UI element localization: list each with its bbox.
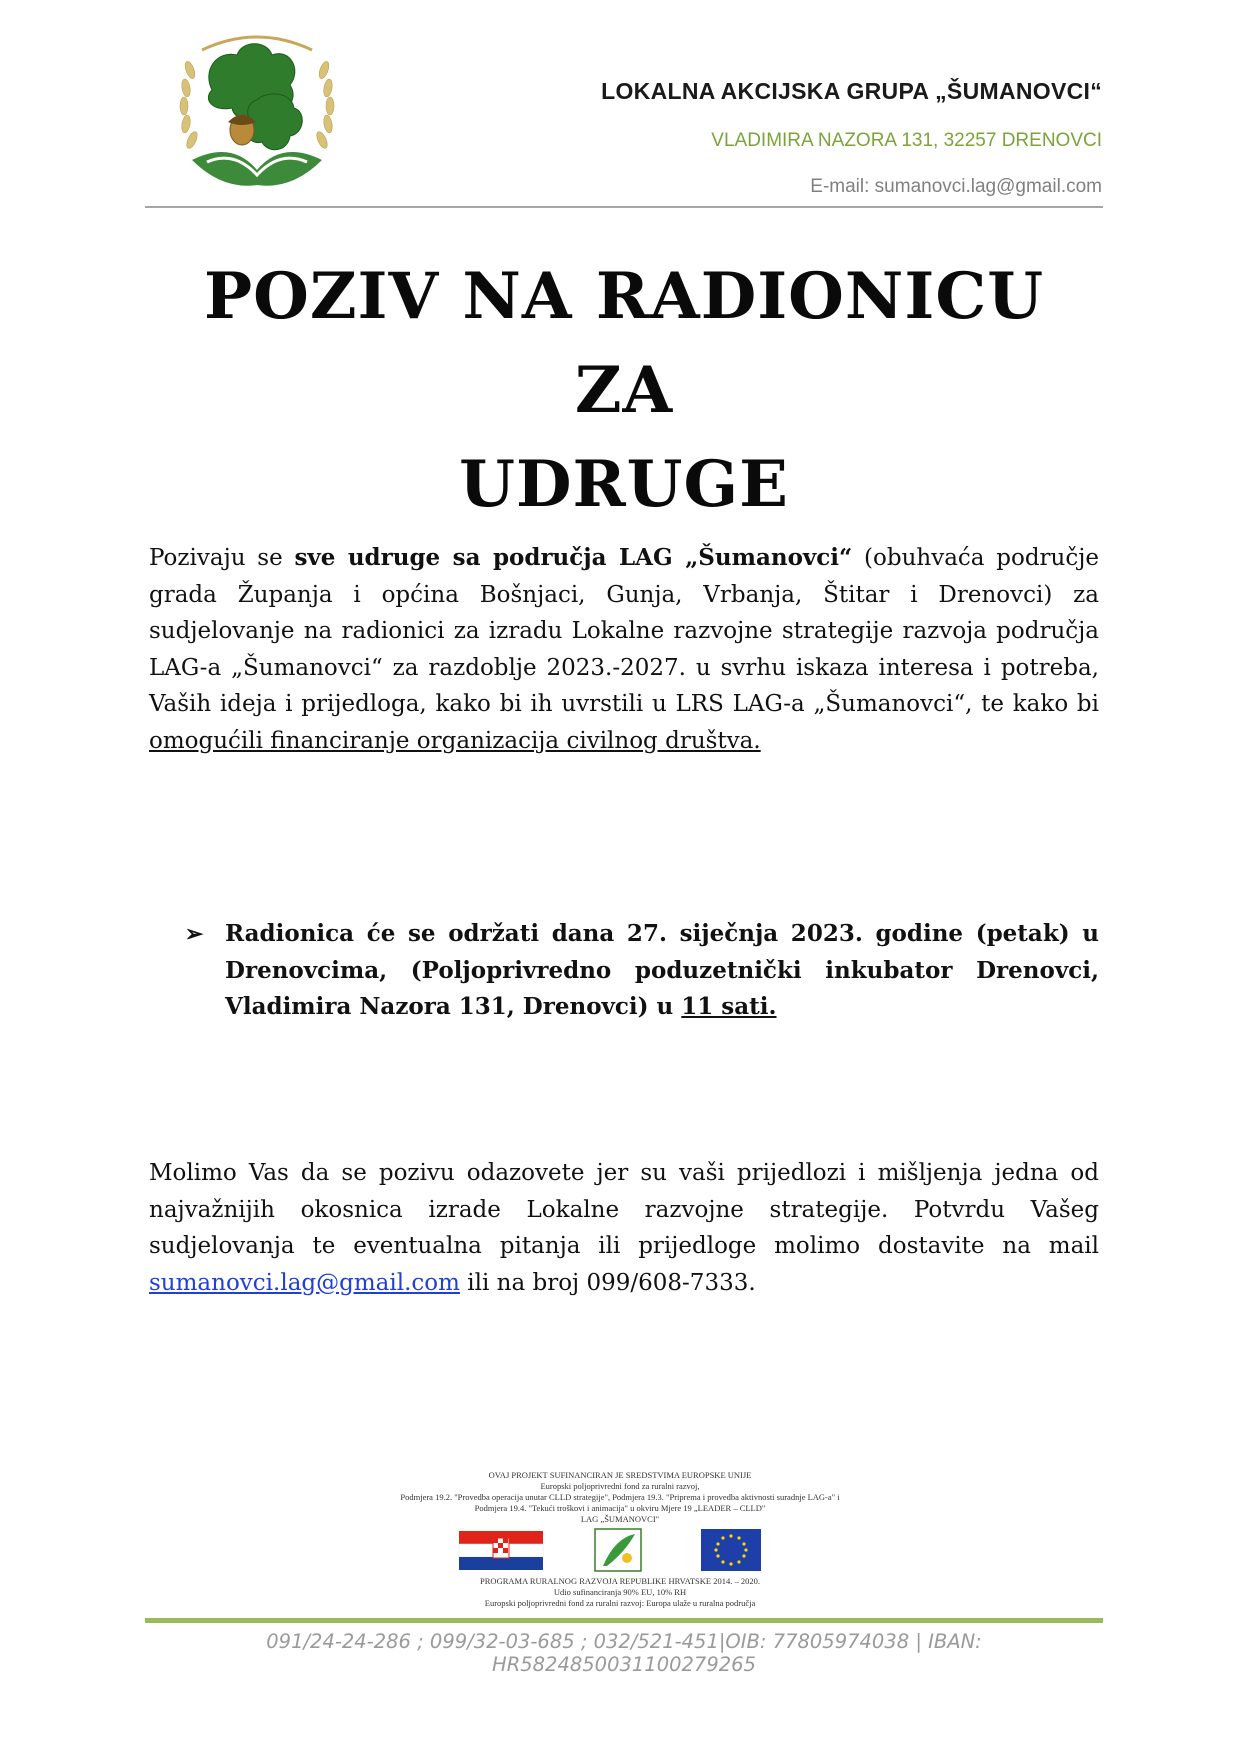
funding-line: LAG „ŠUMANOVCI" xyxy=(580,1514,660,1524)
eu-flag-icon xyxy=(701,1529,761,1571)
closing-paragraph xyxy=(149,1155,1099,1301)
intro-bold-text: sve udruge sa područja LAG „Šumanovci“ xyxy=(294,544,853,571)
funding-line: PROGRAMA RURALNOG RAZVOJA REPUBLIKE HRVATSKE 2014. – 2020. xyxy=(480,1576,760,1586)
title-line-2: UDRUGE xyxy=(459,447,789,522)
event-time: 11 sati. xyxy=(681,993,777,1020)
closing-phone: ili na broj 099/608-7333. xyxy=(459,1269,756,1296)
organization-address: VLADIMIRA NAZORA 131, 32257 DRENOVCI xyxy=(711,130,1102,151)
funding-notice-bottom xyxy=(380,1576,860,1609)
footer-contact: 091/24-24-286 ; 099/32-03-685 ; 032/521-451|OIB: 77805974038 | IBAN: HR5824850031100279265 xyxy=(266,1630,982,1676)
arrow-bullet-icon: ➢ xyxy=(185,921,204,947)
organization-email: E-mail: sumanovci.lag@gmail.com xyxy=(810,176,1102,197)
croatia-flag-icon xyxy=(459,1531,543,1570)
closing-text: Molimo Vas da se pozivu odazovete jer su vaši prijedlozi i mišljenja jedna od najvažnijih okosnica izrade Lokalne razvojne strategije. Potvrdu Vašeg sudjelovanja te eventualna pitanja ili prijedloge molimo dostavite na mail xyxy=(149,1160,1099,1259)
intro-paragraph xyxy=(149,540,1099,759)
funding-line: Podmjera 19.4. "Tekući troškovi i animacija" u okviru Mjere 19 „LEADER – CLLD" xyxy=(474,1503,766,1513)
page-title xyxy=(145,250,1103,532)
funding-line: Udio sufinanciranja 90% EU, 10% RH xyxy=(553,1587,687,1597)
intro-text-1: Pozivaju se xyxy=(149,545,295,571)
organization-name: LOKALNA AKCIJSKA GRUPA „ŠUMANOVCI“ xyxy=(601,78,1102,104)
header-divider xyxy=(145,206,1103,208)
funding-line: Podmjera 19.2. "Provedba operacija unutar CLLD strategije", Podmjera 19.3. "Priprema i provedba aktivnosti suradnje LAG-a" i xyxy=(400,1492,840,1502)
intro-underlined-text: omogućili financiranje organizacija civilnog društva. xyxy=(149,727,761,754)
funding-notice xyxy=(380,1470,860,1525)
leader-logo-icon xyxy=(595,1529,641,1571)
title-line-1: POZIV NA RADIONICU ZA xyxy=(203,259,1045,428)
intro-text-2: (obuhvaća područje grada Županja i općina Bošnjaci, Gunja, Vrbanja, Štitar i Drenovci) za sudjelovanje na radionici za izradu Lokalne razvojne strategije razvoja područja LAG-a „Šumanovci“ za razdoblje 2023.-2027. u svrhu iskaza interesa i potreba, Vaših ideja i prijedloga, kako bi ih uvrstili u LRS LAG-a „Šumanovci“, te kako bi xyxy=(149,545,1099,717)
email-link[interactable]: sumanovci.lag@gmail.com xyxy=(149,1269,460,1296)
footer-divider xyxy=(145,1618,1103,1623)
event-bullet xyxy=(185,916,1099,1026)
oak-leaf-logo-icon xyxy=(172,30,342,190)
funding-line: Europski poljoprivredni fond za ruralni razvoj: Europa ulaže u ruralna područja xyxy=(484,1598,756,1608)
funding-line: Europski poljoprivredni fond za ruralni razvoj, xyxy=(540,1481,700,1491)
funding-line: OVAJ PROJEKT SUFINANCIRAN JE SREDSTVIMA EUROPSKE UNIJE xyxy=(488,1470,752,1480)
event-details: Radionica će se održati dana 27. siječnja 2023. godine (petak) u Drenovcima, (Poljoprivredno poduzetnički inkubator Drenovci, Vladimira Nazora 131, Drenovci) u xyxy=(225,920,1099,1020)
funding-logos xyxy=(455,1528,795,1572)
